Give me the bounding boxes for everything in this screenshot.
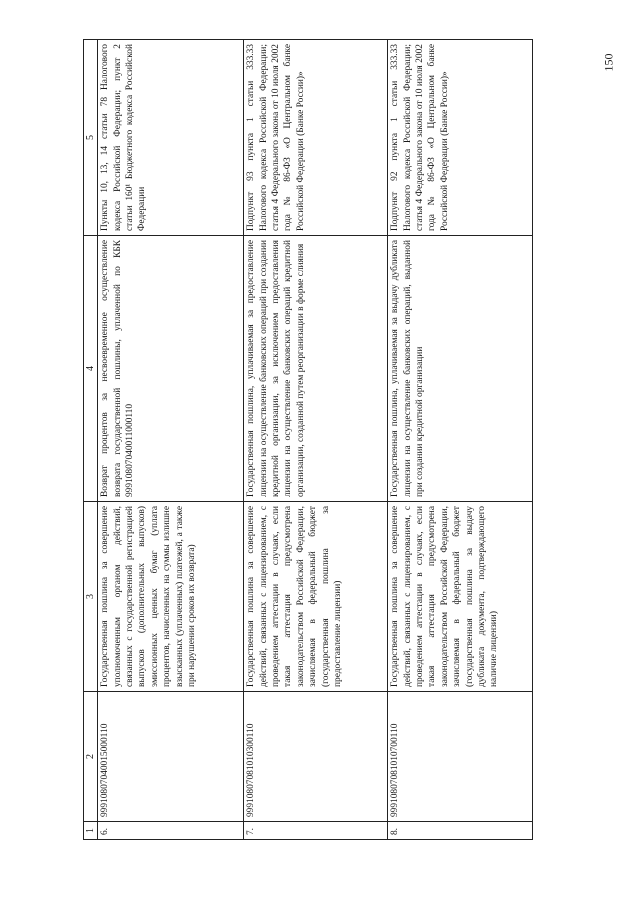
income-description: Государственная пошлина за совершение уполномоченным органом действий, связанных с государственной регистрацией выпусков (дополнительных выпусков) эмиссионных ценных бумаг (уплата процентов, начисленных на суммы излишне взысканных (уплаченных) платежей, а также при нарушении сроков их возврата) (98, 502, 244, 692)
table-row (98, 40, 244, 840)
header-cell: 4 (84, 236, 98, 502)
legal-basis: Подпункт 92 пункта 1 статьи 333.33 Налогового кодекса Российской Федерации; статья 4 Федерального закона от 10 июля 2002 года № 86-ФЗ «О Центральном банке Российской Федерации (Банке России)» (388, 40, 533, 236)
page-number: 150 (601, 53, 616, 72)
row-number: 8. (388, 822, 533, 840)
table-row (388, 40, 533, 840)
row-number: 6. (98, 822, 244, 840)
legal-basis: Пункты 10, 13, 14 статьи 78 Налогового кодекса Российской Федерации; пункт 2 статьи 160¹ Бюджетного кодекса Российской Федерации (98, 40, 244, 236)
header-cell: 2 (84, 692, 98, 822)
header-row (84, 40, 98, 840)
rotated-page (83, 40, 533, 840)
row-number: 7. (244, 822, 388, 840)
legal-basis: Подпункт 93 пункта 1 статьи 333.33 Налогового кодекса Российской Федерации; статья 4 Федерального закона от 10 июля 2002 года № 86-ФЗ «О Центральном банке Российской Федерации (Банке России)» (244, 40, 388, 236)
table-row (244, 40, 388, 840)
income-description: Государственная пошлина за совершение действий, связанных с лицензированием, с проведением аттестации в случаях, если такая аттестация предусмотрена законодательством Российской Федерации, зачисляемая в федеральный бюджет (государственная пошлина за выдачу дубликата документа, подтверждающего наличие лицензии) (388, 502, 533, 692)
budget-code-table (83, 39, 533, 840)
payment-description: Государственная пошлина, уплачиваемая за предоставление лицензии на осуществление банковских операций при создании кредитной организации, за исключением предоставления лицензии на осуществление банковских операций кредитной организации, созданной путем реорганизации в форме слияния (244, 236, 388, 502)
header-cell: 3 (84, 502, 98, 692)
income-description: Государственная пошлина за совершение действий, связанных с лицензированием, с проведением аттестации в случаях, если такая аттестация предусмотрена законодательством Российской Федерации, зачисляемая в федеральный бюджет (государственная пошлина за предоставление лицензии) (244, 502, 388, 692)
budget-code: 99910807040015000110 (98, 692, 244, 822)
budget-code: 99910807081010300110 (244, 692, 388, 822)
header-cell: 1 (84, 822, 98, 840)
payment-description: Государственная пошлина, уплачиваемая за выдачу дубликата лицензии на осуществление банковских операций, выданной при создании кредитной организации (388, 236, 533, 502)
header-cell: 5 (84, 40, 98, 236)
budget-code: 99910807081010700110 (388, 692, 533, 822)
payment-description: Возврат процентов за несвоевременное осуществление возврата государственной пошлины, уплаченной по КБК 99910807040011000110 (98, 236, 244, 502)
